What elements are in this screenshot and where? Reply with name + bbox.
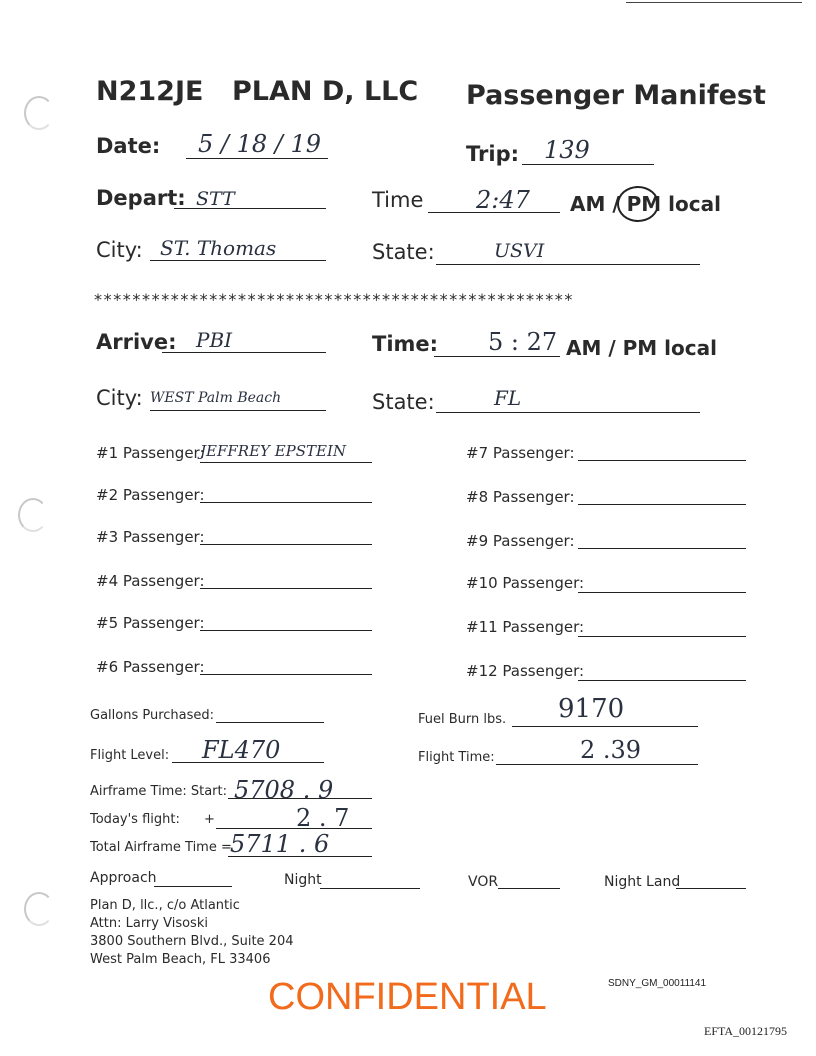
pm-circle bbox=[617, 186, 659, 222]
vor-line bbox=[498, 888, 560, 889]
total-airframe-value: 5711 . 6 bbox=[230, 830, 330, 858]
arrive-ampm: AM / PM local bbox=[566, 336, 717, 360]
passenger-9-label: #9 Passenger: bbox=[466, 532, 575, 550]
trip-label: Trip: bbox=[466, 142, 520, 166]
address-line-4: West Palm Beach, FL 33406 bbox=[90, 952, 271, 967]
passenger-2-label: #2 Passenger: bbox=[96, 486, 205, 504]
depart-ampm: AM / PM local bbox=[570, 192, 721, 216]
arrive-time-value: 5 : 27 bbox=[488, 328, 558, 356]
passenger-1-value: JEFFREY EPSTEIN bbox=[200, 442, 347, 460]
todays-flight-value: 2 . 7 bbox=[296, 804, 350, 832]
punch-hole-middle bbox=[18, 498, 48, 532]
passenger-1-label: #1 Passenger: bbox=[96, 444, 205, 462]
punch-hole-top bbox=[24, 96, 54, 130]
passenger-5-label: #5 Passenger: bbox=[96, 614, 205, 632]
arrive-city-label: City: bbox=[96, 386, 143, 410]
document-title: Passenger Manifest bbox=[466, 80, 766, 111]
gallons-line bbox=[216, 722, 324, 723]
trip-value: 139 bbox=[544, 136, 590, 164]
arrive-time-label: Time: bbox=[372, 332, 439, 356]
todays-flight-label: Today's flight: bbox=[90, 812, 180, 827]
flight-level-label: Flight Level: bbox=[90, 748, 170, 763]
airframe-start-value: 5708 . 9 bbox=[234, 776, 334, 804]
passenger-5-line bbox=[200, 630, 372, 631]
passenger-11-label: #11 Passenger: bbox=[466, 618, 585, 636]
night-label: Night bbox=[284, 872, 322, 888]
arrive-city-line bbox=[150, 410, 326, 411]
passenger-12-label: #12 Passenger: bbox=[466, 662, 585, 680]
passenger-1-line bbox=[200, 462, 372, 463]
passenger-3-line bbox=[200, 544, 372, 545]
date-label: Date: bbox=[96, 134, 161, 158]
tail-number: N212JE bbox=[96, 76, 204, 107]
depart-city-line bbox=[150, 260, 326, 261]
arrive-line bbox=[162, 352, 326, 353]
passenger-8-label: #8 Passenger: bbox=[466, 488, 575, 506]
passenger-6-label: #6 Passenger: bbox=[96, 658, 205, 676]
approach-line bbox=[154, 886, 232, 887]
arrive-city-value: WEST Palm Beach bbox=[150, 390, 282, 406]
passenger-3-label: #3 Passenger: bbox=[96, 528, 205, 546]
arrive-time-line bbox=[434, 356, 560, 357]
passenger-10-label: #10 Passenger: bbox=[466, 574, 585, 592]
passenger-9-line bbox=[578, 548, 746, 549]
punch-hole-bottom bbox=[24, 892, 54, 926]
passenger-4-label: #4 Passenger: bbox=[96, 572, 205, 590]
arrive-label: Arrive: bbox=[96, 330, 177, 354]
night-land-label: Night Land bbox=[604, 874, 681, 890]
top-right-rule bbox=[626, 2, 802, 3]
passenger-8-line bbox=[578, 504, 746, 505]
plus-sign: + bbox=[204, 812, 215, 827]
passenger-11-line bbox=[578, 636, 746, 637]
passenger-4-line bbox=[200, 588, 372, 589]
arrive-state-value: FL bbox=[494, 386, 522, 410]
depart-state-line bbox=[436, 264, 700, 265]
depart-state-label: State: bbox=[372, 240, 435, 264]
passenger-7-label: #7 Passenger: bbox=[466, 444, 575, 462]
depart-value: STT bbox=[196, 188, 235, 210]
address-line-3: 3800 Southern Blvd., Suite 204 bbox=[90, 934, 294, 949]
night-line bbox=[320, 888, 420, 889]
flight-level-value: FL470 bbox=[202, 736, 281, 764]
flight-time-line bbox=[496, 764, 698, 765]
separator-stars: ************************************************** bbox=[94, 290, 574, 309]
fuel-burn-line bbox=[512, 726, 698, 727]
address-line-1: Plan D, llc., c/o Atlantic bbox=[90, 898, 240, 913]
passenger-7-line bbox=[578, 460, 746, 461]
fuel-burn-label: Fuel Burn lbs. bbox=[418, 712, 507, 727]
flight-time-value: 2 .39 bbox=[580, 736, 642, 764]
depart-time-label: Time bbox=[372, 188, 424, 212]
passenger-12-line bbox=[578, 680, 746, 681]
depart-label: Depart: bbox=[96, 186, 186, 210]
fuel-burn-value: 9170 bbox=[558, 694, 625, 724]
passenger-2-line bbox=[200, 502, 372, 503]
passenger-6-line bbox=[200, 674, 372, 675]
company-name: PLAN D, LLC bbox=[232, 76, 419, 107]
depart-city-label: City: bbox=[96, 238, 143, 262]
passenger-10-line bbox=[578, 592, 746, 593]
date-line bbox=[186, 158, 328, 159]
trip-line bbox=[522, 164, 654, 165]
total-airframe-label: Total Airframe Time = bbox=[90, 840, 232, 855]
approach-label: Approach bbox=[90, 870, 157, 886]
arrive-state-label: State: bbox=[372, 390, 435, 414]
date-value: 5 / 18 / 19 bbox=[198, 130, 322, 158]
depart-state-value: USVI bbox=[494, 240, 545, 262]
airframe-start-label: Airframe Time: Start: bbox=[90, 784, 227, 799]
address-line-2: Attn: Larry Visoski bbox=[90, 916, 208, 931]
confidential-stamp: CONFIDENTIAL bbox=[268, 976, 547, 1018]
arrive-state-line bbox=[436, 412, 700, 413]
flight-time-label: Flight Time: bbox=[418, 750, 495, 765]
depart-time-value: 2:47 bbox=[476, 186, 530, 214]
vor-label: VOR bbox=[468, 874, 499, 890]
depart-city-value: ST. Thomas bbox=[160, 236, 277, 260]
bates-number: SDNY_GM_00011141 bbox=[608, 978, 707, 989]
arrive-value: PBI bbox=[196, 328, 233, 352]
gallons-label: Gallons Purchased: bbox=[90, 708, 215, 723]
efta-number: EFTA_00121795 bbox=[704, 1024, 788, 1038]
night-land-line bbox=[676, 888, 746, 889]
